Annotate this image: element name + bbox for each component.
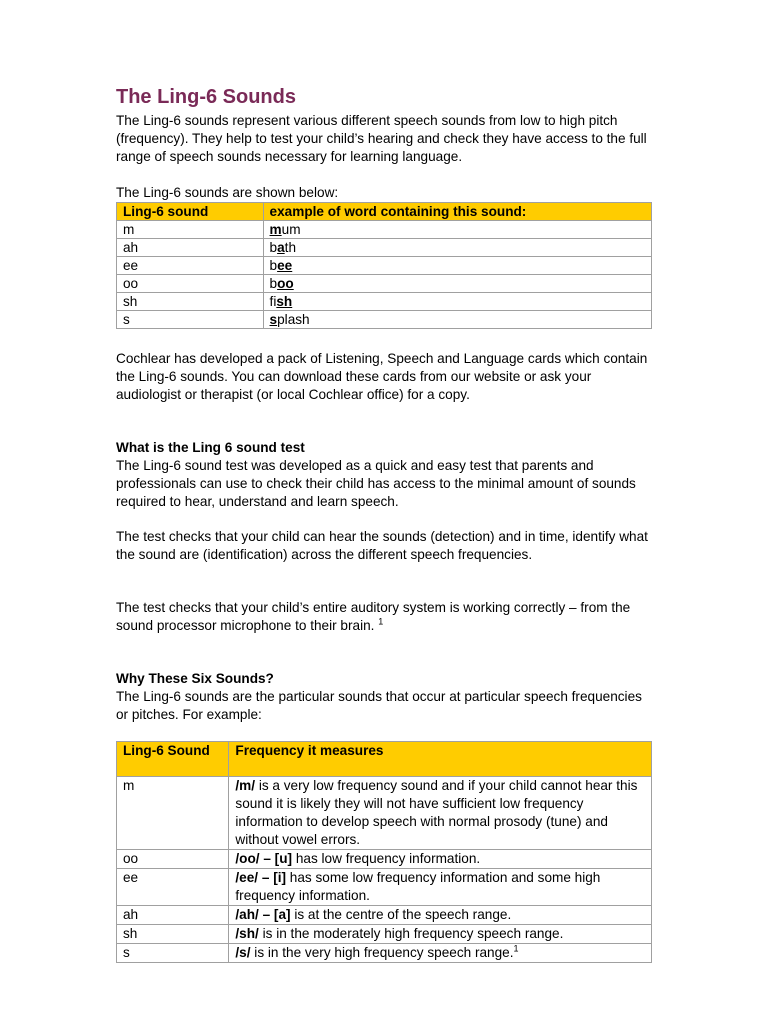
auditory-system-text: The test checks that your child’s entire auditory system is working correctly – from the sound processor microphone to their brain. <box>116 600 631 633</box>
example-cell <box>263 293 651 311</box>
phoneme-label: /oo/ – [u] <box>235 851 293 866</box>
table-row <box>117 239 652 257</box>
frequency-text: is in the very high frequency speech range. <box>250 945 514 960</box>
table-row <box>117 257 652 275</box>
table-header-cell: Ling-6 Sound <box>117 742 229 777</box>
example-post: plash <box>277 312 310 327</box>
table-row <box>117 293 652 311</box>
sound-cell: sh <box>117 925 229 944</box>
phoneme-label: /ee/ – [i] <box>235 870 287 885</box>
ling6-examples-table <box>116 202 652 329</box>
table-row <box>117 869 652 906</box>
frequency-cell <box>229 850 652 869</box>
sound-cell: m <box>117 221 264 239</box>
table-row <box>117 311 652 329</box>
phoneme-label: /ah/ – [a] <box>235 907 291 922</box>
table-header-row <box>117 742 652 777</box>
sound-cell: s <box>117 311 264 329</box>
example-pre: b <box>269 240 278 255</box>
table-row <box>117 850 652 869</box>
sound-cell: m <box>117 777 229 850</box>
table-header-cell: Ling-6 sound <box>117 203 264 221</box>
section-heading-why: Why These Six Sounds? <box>116 671 274 686</box>
sound-cell: ee <box>117 869 229 906</box>
table-header-cell: example of word containing this sound: <box>263 203 651 221</box>
section-heading-what-is: What is the Ling 6 sound test <box>116 440 305 455</box>
example-pre: b <box>269 258 278 273</box>
frequency-cell <box>229 906 652 925</box>
example-mark: m <box>269 222 282 237</box>
frequency-table <box>116 741 652 963</box>
auditory-system-paragraph <box>116 599 656 635</box>
cochlear-paragraph: Cochlear has developed a pack of Listening, Speech and Language cards which contain the Ling-6 sounds. You can download these cards from our website or ask your audiologist or therapist (or local Cochlear office) for a copy. <box>116 351 648 402</box>
table-row <box>117 906 652 925</box>
table-header-cell: Frequency it measures <box>229 742 652 777</box>
table-header-row <box>117 203 652 221</box>
page-title: The Ling-6 Sounds <box>116 86 296 108</box>
detection-paragraph: The test checks that your child can hear the sounds (detection) and in time, identify what the sound are (identification) across the different speech frequencies. <box>116 529 648 562</box>
example-mark: a <box>277 240 285 255</box>
sound-cell: oo <box>117 850 229 869</box>
example-pre: b <box>269 276 278 291</box>
table-row <box>117 944 652 963</box>
sound-cell: ah <box>117 239 264 257</box>
table-row <box>117 221 652 239</box>
what-is-paragraph: The Ling-6 sound test was developed as a quick and easy test that parents and professionals can use to check their child has access to the minimal amount of sounds required to hear, understand and learn speech. <box>116 458 636 509</box>
table-row <box>117 275 652 293</box>
example-cell <box>263 221 651 239</box>
example-cell <box>263 257 651 275</box>
frequency-text: is a very low frequency sound and if your child cannot hear this sound it is likely they will not have sufficient low frequency information to develop speech with normal prosody (tune) and without vowel errors. <box>235 778 638 847</box>
example-pre: fi <box>269 294 277 309</box>
frequency-text: is in the moderately high frequency speech range. <box>258 926 564 941</box>
frequency-text: is at the centre of the speech range. <box>290 907 512 922</box>
intro-paragraph: The Ling-6 sounds represent various different speech sounds from low to high pitch (frequency). They help to test your child’s hearing and check they have access to the full range of speech sounds necessary for learning language. <box>116 113 647 164</box>
table1-caption: The Ling-6 sounds are shown below: <box>116 185 339 200</box>
why-paragraph: The Ling-6 sounds are the particular sounds that occur at particular speech frequencies or pitches. For example: <box>116 689 642 722</box>
example-mark: sh <box>276 294 293 309</box>
frequency-text: has some low frequency information and some high frequency information. <box>235 870 601 903</box>
frequency-cell <box>229 777 652 850</box>
frequency-text: has low frequency information. <box>292 851 481 866</box>
table-row <box>117 777 652 850</box>
frequency-cell <box>229 869 652 906</box>
example-cell <box>263 239 651 257</box>
sound-cell: ah <box>117 906 229 925</box>
sound-cell: oo <box>117 275 264 293</box>
example-mark: s <box>269 312 278 327</box>
example-cell <box>263 275 651 293</box>
phoneme-label: /s/ <box>235 945 251 960</box>
example-post: th <box>284 240 297 255</box>
frequency-cell <box>229 944 652 963</box>
footnote-marker: 1 <box>513 943 519 954</box>
phoneme-label: /m/ <box>235 778 256 793</box>
example-mark: oo <box>277 276 294 291</box>
footnote-marker: 1 <box>378 616 384 627</box>
sound-cell: sh <box>117 293 264 311</box>
example-mark: ee <box>277 258 293 273</box>
frequency-cell <box>229 925 652 944</box>
phoneme-label: /sh/ <box>235 926 259 941</box>
table-row <box>117 925 652 944</box>
sound-cell: s <box>117 944 229 963</box>
sound-cell: ee <box>117 257 264 275</box>
example-cell <box>263 311 651 329</box>
example-post: um <box>281 222 301 237</box>
